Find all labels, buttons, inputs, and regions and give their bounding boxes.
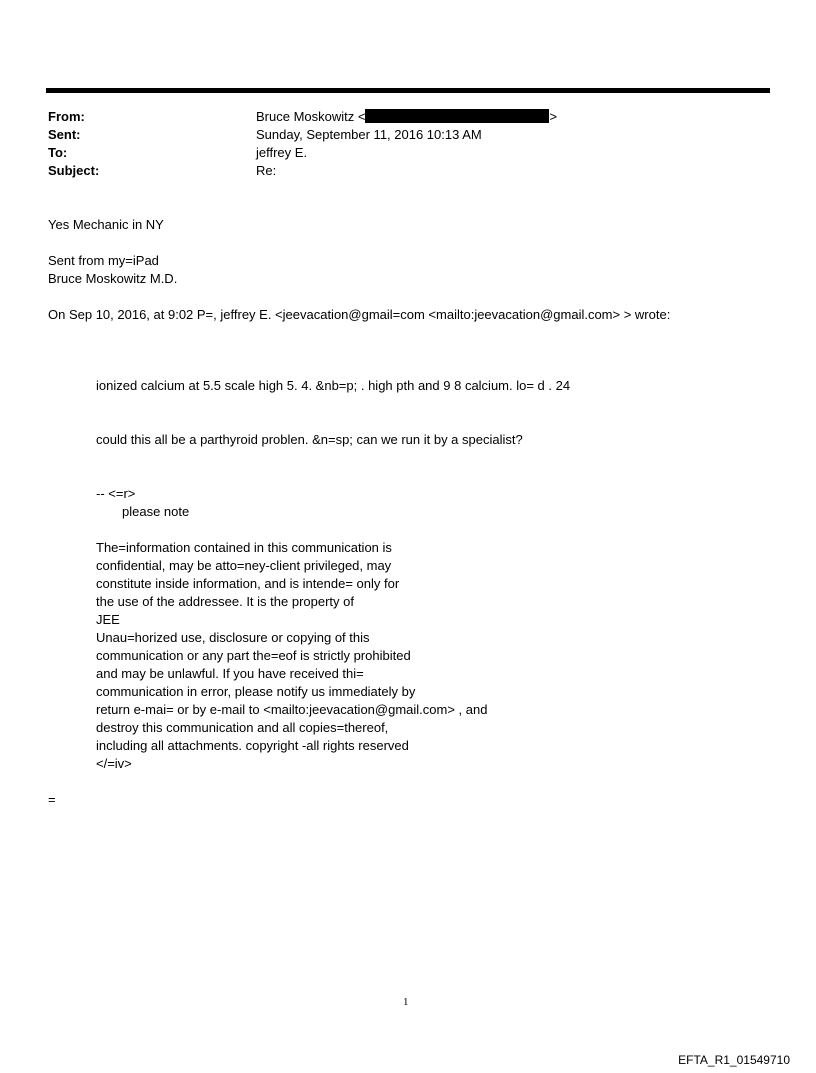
disclaimer-line: </=iv> bbox=[96, 756, 132, 771]
sent-value: Sunday, September 11, 2016 10:13 AM bbox=[256, 127, 482, 142]
from-name: Bruce Moskowitz < bbox=[256, 109, 366, 124]
disclaimer-line: and may be unlawful. If you have received thi= bbox=[96, 666, 364, 681]
redaction-bar bbox=[365, 109, 549, 123]
subject-value: Re: bbox=[256, 163, 277, 178]
from-label: From: bbox=[48, 109, 85, 124]
quoted-line-calcium: ionized calcium at 5.5 scale high 5. 4. &nb=p; . high pth and 9 8 calcium. lo= d . 24 bbox=[96, 378, 571, 393]
quote-intro: On Sep 10, 2016, at 9:02 P=, jeffrey E. <jeevacation@gmail=com <mailto:jeevacation@gmail.com> > wrote: bbox=[48, 307, 671, 322]
sent-label: Sent: bbox=[48, 127, 81, 142]
quoted-please-note: please note bbox=[122, 504, 190, 519]
disclaimer-line: confidential, may be atto=ney-client privileged, may bbox=[96, 558, 392, 573]
from-value bbox=[256, 108, 557, 126]
disclaimer-line: destroy this communication and all copies=thereof, bbox=[96, 720, 389, 735]
signature-name: Bruce Moskowitz M.D. bbox=[48, 271, 178, 286]
disclaimer-line: including all attachments. copyright -all rights reserved bbox=[96, 738, 409, 753]
disclaimer-line: The=information contained in this communication is bbox=[96, 540, 392, 555]
bates-number: EFTA_R1_01549710 bbox=[678, 1053, 790, 1067]
header-rule bbox=[46, 88, 770, 93]
to-label: To: bbox=[48, 145, 68, 160]
signature-device: Sent from my=iPad bbox=[48, 253, 159, 268]
quoted-line-question: could this all be a parthyroid problen. &n=sp; can we run it by a specialist? bbox=[96, 432, 523, 447]
disclaimer-line: return e-mai= or by e-mail to <mailto:jeevacation@gmail.com> , and bbox=[96, 702, 488, 717]
trailing-char: = bbox=[48, 792, 56, 807]
disclaimer-line: communication in error, please notify us immediately by bbox=[96, 684, 416, 699]
quoted-separator: -- <=r> bbox=[96, 486, 136, 501]
to-value: jeffrey E. bbox=[256, 145, 308, 160]
disclaimer-line: constitute inside information, and is intende= only for bbox=[96, 576, 400, 591]
from-close: > bbox=[549, 109, 558, 124]
disclaimer-line: the use of the addressee. It is the property of bbox=[96, 594, 354, 609]
disclaimer-line: JEE bbox=[96, 612, 120, 627]
disclaimer-line: communication or any part the=eof is strictly prohibited bbox=[96, 648, 411, 663]
page-number: 1 bbox=[403, 996, 409, 1008]
subject-label: Subject: bbox=[48, 163, 100, 178]
disclaimer-line: Unau=horized use, disclosure or copying of this bbox=[96, 630, 370, 645]
reply-text: Yes Mechanic in NY bbox=[48, 217, 164, 232]
